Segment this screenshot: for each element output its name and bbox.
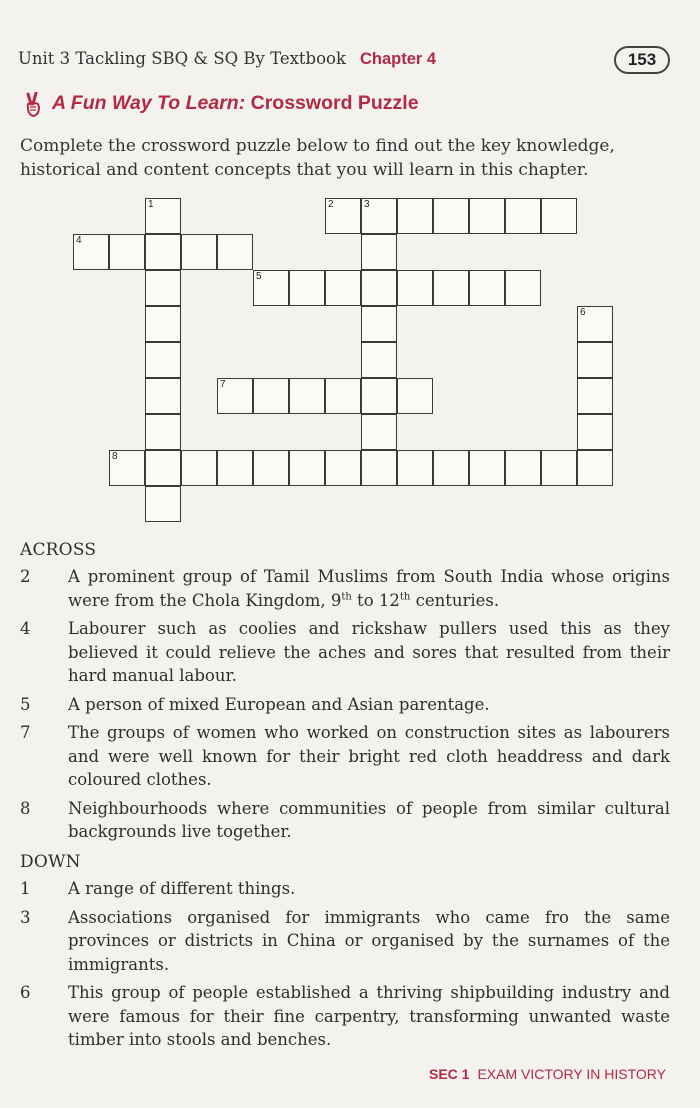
crossword-cell[interactable] xyxy=(145,414,181,450)
crossword-cell[interactable] xyxy=(505,198,541,234)
victory-hand-icon xyxy=(22,92,44,118)
clue-text: Associations organised for immigrants who came fro the same provinces or districts in China or organised by the surnames of the immigrants. xyxy=(68,907,670,974)
crossword-cell[interactable] xyxy=(361,414,397,450)
crossword-clue-number: 2 xyxy=(328,199,334,210)
page-header xyxy=(18,44,670,76)
across-clue-7 xyxy=(20,721,670,792)
crossword-clue-number: 8 xyxy=(112,451,118,462)
crossword-cell[interactable] xyxy=(469,450,505,486)
crossword-cell[interactable] xyxy=(325,198,361,234)
crossword-clue-number: 7 xyxy=(220,379,226,390)
unit-title: Unit 3 Tackling SBQ & SQ By Textbook xyxy=(18,49,346,68)
ordinal-suffix: th xyxy=(341,591,352,602)
crossword-cell[interactable] xyxy=(289,378,325,414)
unit-chapter-line xyxy=(18,49,436,69)
crossword-cell[interactable] xyxy=(217,234,253,270)
crossword-cell[interactable] xyxy=(145,198,181,234)
down-clue-6 xyxy=(20,981,670,1052)
crossword-cell[interactable] xyxy=(217,450,253,486)
down-section xyxy=(20,852,670,1052)
clue-text: Labourer such as coolies and rickshaw pullers used this as they believed it could relieve the aches and sores that resulted from their hard manual labour. xyxy=(68,619,670,685)
footer-title: EXAM VICTORY IN HISTORY xyxy=(477,1066,666,1082)
crossword-cell[interactable] xyxy=(361,342,397,378)
clue-number: 3 xyxy=(20,907,31,927)
across-clue-8 xyxy=(20,797,670,844)
clue-number: 7 xyxy=(20,723,31,742)
crossword-cell[interactable] xyxy=(73,234,109,270)
crossword-cell[interactable] xyxy=(469,270,505,306)
across-clue-5 xyxy=(20,693,670,717)
intro-paragraph: Complete the crossword puzzle below to find out the key knowledge, historical and content concepts that you will learn in this chapter. xyxy=(20,136,615,180)
crossword-cell[interactable] xyxy=(145,306,181,342)
crossword-cell[interactable] xyxy=(181,234,217,270)
crossword-cell[interactable] xyxy=(289,450,325,486)
down-heading: DOWN xyxy=(20,852,81,872)
crossword-cell[interactable] xyxy=(109,450,145,486)
crossword-cell[interactable] xyxy=(145,342,181,378)
across-clue-list xyxy=(20,565,670,844)
crossword-cell[interactable] xyxy=(361,306,397,342)
crossword-cell[interactable] xyxy=(433,270,469,306)
across-heading: ACROSS xyxy=(20,540,97,560)
crossword-cell[interactable] xyxy=(541,198,577,234)
crossword-clue-number: 1 xyxy=(148,199,154,210)
crossword-cell[interactable] xyxy=(433,450,469,486)
crossword-cell[interactable] xyxy=(577,378,613,414)
crossword-clue-number: 3 xyxy=(364,199,370,210)
page-footer xyxy=(429,1066,666,1082)
clue-number: 2 xyxy=(20,567,31,586)
section-title-italic: A Fun Way To Learn: xyxy=(52,92,246,114)
crossword-cell[interactable] xyxy=(577,306,613,342)
crossword-cell[interactable] xyxy=(145,486,181,522)
crossword-cell[interactable] xyxy=(325,450,361,486)
ordinal-suffix: th xyxy=(399,591,411,602)
clue-text: The groups of women who worked on construction sites as labourers and were well known for their bright red cloth headdress and dark coloured clothes. xyxy=(68,723,670,789)
across-clue-2 xyxy=(20,565,670,612)
crossword-cell[interactable] xyxy=(325,378,361,414)
crossword-cell[interactable] xyxy=(505,450,541,486)
clue-number: 6 xyxy=(20,983,31,1002)
crossword-cell[interactable] xyxy=(361,198,397,234)
chapter-label: Chapter 4 xyxy=(359,50,437,68)
crossword-cell[interactable] xyxy=(361,270,397,306)
crossword-cell[interactable] xyxy=(145,234,181,270)
clue-number: 1 xyxy=(20,879,31,898)
clue-number: 8 xyxy=(20,798,31,818)
clue-text: Neighbourhoods where communities of people from similar cultural backgrounds live together. xyxy=(68,798,670,841)
crossword-cell[interactable] xyxy=(289,270,325,306)
crossword-cell[interactable] xyxy=(217,378,253,414)
crossword-cell[interactable] xyxy=(577,342,613,378)
crossword-clue-number: 5 xyxy=(256,271,262,282)
crossword-cell[interactable] xyxy=(397,198,433,234)
down-clue-3 xyxy=(20,906,670,977)
crossword-cell[interactable] xyxy=(505,270,541,306)
clue-text-part: centuries. xyxy=(410,590,500,610)
page-number: 153 xyxy=(614,46,670,74)
down-clue-list xyxy=(20,877,670,1052)
crossword-grid xyxy=(0,0,700,540)
crossword-cell[interactable] xyxy=(397,450,433,486)
crossword-cell[interactable] xyxy=(145,450,181,486)
clue-number: 4 xyxy=(20,619,31,638)
crossword-cell[interactable] xyxy=(253,450,289,486)
down-clue-1 xyxy=(20,877,670,901)
crossword-cell[interactable] xyxy=(397,270,433,306)
crossword-cell[interactable] xyxy=(397,378,433,414)
clue-text xyxy=(68,565,670,612)
crossword-clue-number: 6 xyxy=(580,307,586,318)
clue-text-part: A prominent group of Tamil Muslims from South India whose origins were from the Chola Kingdom, 9 xyxy=(68,567,670,610)
across-clue-4 xyxy=(20,617,670,688)
clue-text: A range of different things. xyxy=(68,879,296,898)
section-title-text xyxy=(52,92,419,115)
crossword-cell[interactable] xyxy=(361,378,397,414)
crossword-cell[interactable] xyxy=(577,414,613,450)
clue-text: A person of mixed European and Asian parentage. xyxy=(68,694,490,714)
clue-text-part: to 12 xyxy=(351,590,400,610)
clue-number: 5 xyxy=(20,694,31,714)
crossword-cell[interactable] xyxy=(145,270,181,306)
crossword-cell[interactable] xyxy=(253,378,289,414)
crossword-cell[interactable] xyxy=(109,234,145,270)
crossword-cell[interactable] xyxy=(541,450,577,486)
footer-sec: SEC 1 xyxy=(428,1066,470,1082)
crossword-cell[interactable] xyxy=(433,198,469,234)
across-section xyxy=(20,540,670,844)
crossword-cell[interactable] xyxy=(145,378,181,414)
crossword-cell[interactable] xyxy=(577,450,613,486)
crossword-cell[interactable] xyxy=(361,450,397,486)
clue-text: This group of people established a thriving shipbuilding industry and were famous for their fine carpentry, transforming unwanted waste timber into stools and benches. xyxy=(68,983,670,1049)
crossword-clue-number: 4 xyxy=(76,235,82,246)
crossword-cell[interactable] xyxy=(361,234,397,270)
section-title-rest: Crossword Puzzle xyxy=(250,92,419,114)
crossword-cell[interactable] xyxy=(181,450,217,486)
crossword-cell[interactable] xyxy=(325,270,361,306)
crossword-cell[interactable] xyxy=(253,270,289,306)
crossword-cell[interactable] xyxy=(469,198,505,234)
